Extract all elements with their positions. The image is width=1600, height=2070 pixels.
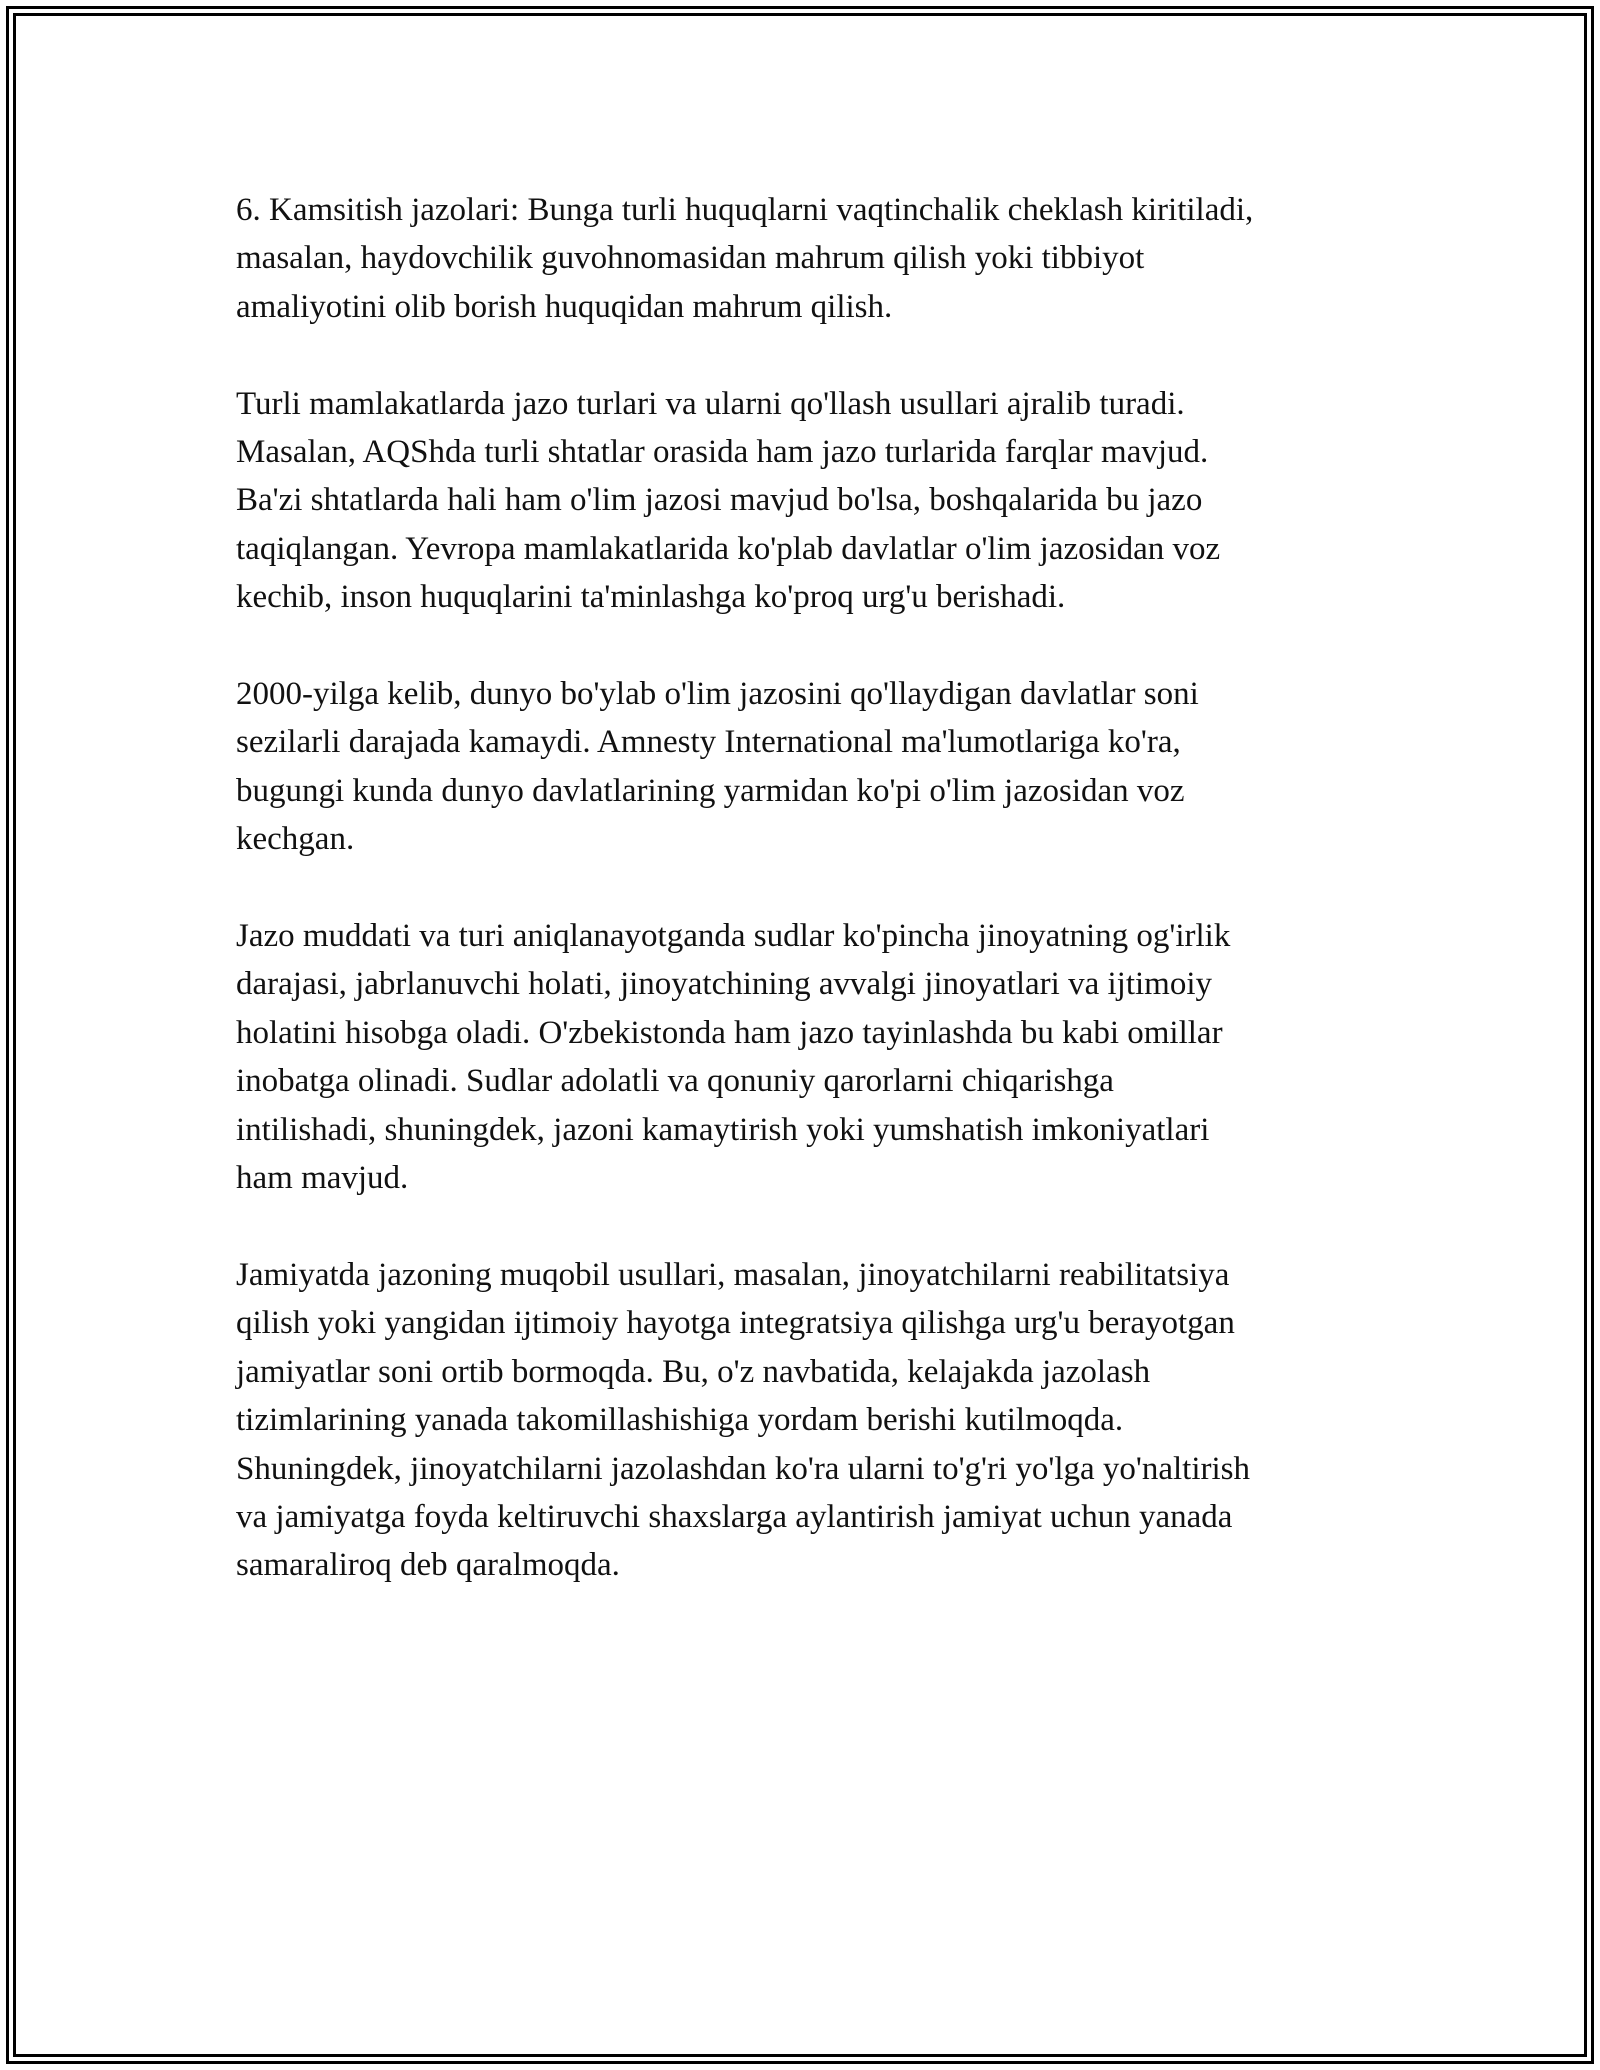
text-line: Jamiyatda jazoning muqobil usullari, masalan, jinoyatchilarni reabilitatsiya — [236, 1256, 1230, 1293]
text-line: sezilarli darajada kamaydi. Amnesty International ma'lumotlariga ko'ra, — [236, 724, 1181, 761]
text-line: holatini hisobga oladi. O'zbekistonda ham jazo tayinlashda bu kabi omillar — [236, 1014, 1223, 1051]
text-line: Turli mamlakatlarda jazo turlari va ularni qo'llash usullari ajralib turadi. — [236, 385, 1185, 422]
text-line: Shuningdek, jinoyatchilarni jazolashdan ko'ra ularni to'g'ri yo'lga yo'naltirish — [236, 1450, 1251, 1487]
text-line: inobatga olinadi. Sudlar adolatli va qonuniy qarorlarni chiqarishga — [236, 1063, 1114, 1100]
text-line: qilish yoki yangidan ijtimoiy hayotga integratsiya qilishga urg'u berayotgan — [236, 1305, 1235, 1342]
text-line: darajasi, jabrlanuvchi holati, jinoyatchining avvalgi jinoyatlari va ijtimoiy — [236, 966, 1212, 1003]
paragraph-alternative-methods — [236, 1251, 1396, 1590]
text-line: taqiqlangan. Yevropa mamlakatlarida ko'plab davlatlar o'lim jazosidan voz — [236, 530, 1221, 567]
text-line: bugungi kunda dunyo davlatlarining yarmidan ko'pi o'lim jazosidan voz — [236, 772, 1185, 809]
text-line: Ba'zi shtatlarda hali ham o'lim jazosi mavjud bo'lsa, boshqalarida bu jazo — [236, 482, 1203, 519]
text-line: 6. Kamsitish jazolari: Bunga turli huquqlarni vaqtinchalik cheklash kiritiladi, — [236, 192, 1254, 228]
text-line: Masalan, AQShda turli shtatlar orasida ham jazo turlarida farqlar mavjud. — [236, 434, 1209, 471]
text-line: masalan, haydovchilik guvohnomasidan mahrum qilish yoki tibbiyot — [236, 240, 1145, 277]
text-line: 2000-yilga kelib, dunyo bo'ylab o'lim jazosini qo'llaydigan davlatlar soni — [236, 676, 1199, 713]
paragraph-sentencing-factors — [236, 912, 1396, 1202]
text-line: intilishadi, shuningdek, jazoni kamaytirish yoki yumshatish imkoniyatlari — [236, 1111, 1210, 1148]
text-line: samaraliroq deb qaralmoqda. — [236, 1547, 620, 1584]
text-line: kechib, inson huquqlarini ta'minlashga ko'proq urg'u berishadi. — [236, 579, 1066, 616]
paragraph-countries-differences — [236, 380, 1396, 622]
text-line: tizimlarining yanada takomillashishiga yordam berishi kutilmoqda. — [236, 1402, 1124, 1439]
text-line: jamiyatlar soni ortib bormoqda. Bu, o'z navbatida, kelajakda jazolash — [236, 1353, 1151, 1390]
text-line: va jamiyatga foyda keltiruvchi shaxslarga aylantirish jamiyat uchun yanada — [236, 1498, 1233, 1535]
text-line: ham mavjud. — [236, 1160, 409, 1197]
text-line: kechgan. — [236, 821, 355, 858]
paragraph-death-penalty-decline — [236, 670, 1396, 864]
text-line: amaliyotini olib borish huquqidan mahrum qilish. — [236, 288, 893, 325]
text-line: Jazo muddati va turi aniqlanayotganda sudlar ko'pincha jinoyatning og'irlik — [236, 918, 1231, 955]
document-body — [236, 186, 1396, 1638]
paragraph-discrimination-punishments — [236, 186, 1396, 331]
